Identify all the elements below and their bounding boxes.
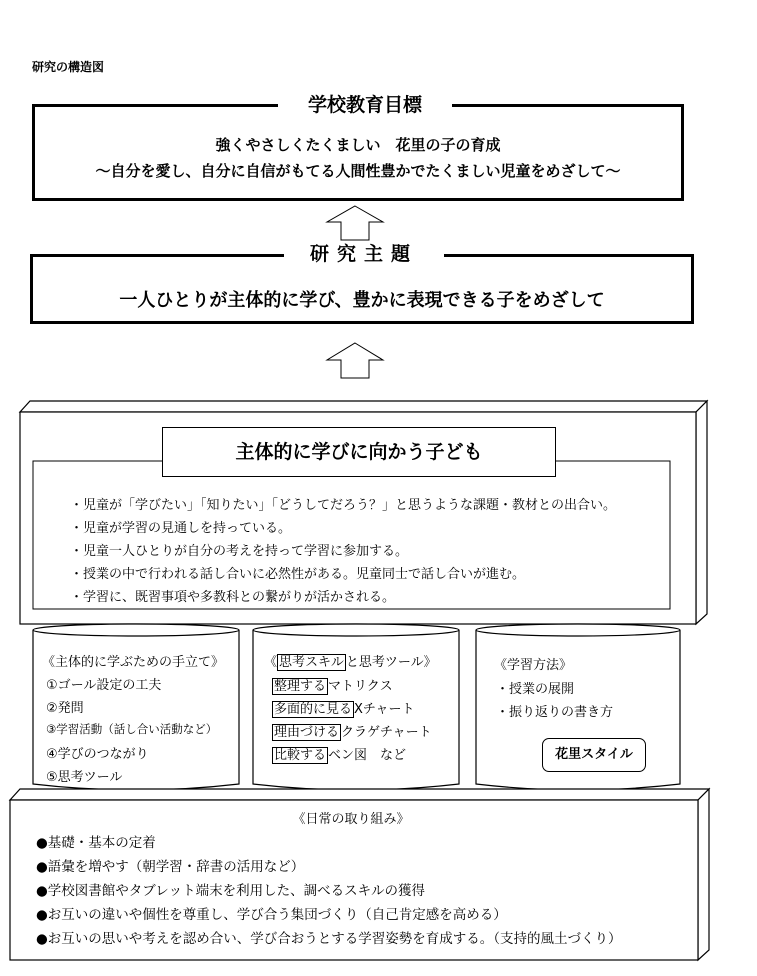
goal-line-1: 強くやさしくたくましい 花里の子の育成: [215, 136, 501, 154]
theme-title: 研究主題: [284, 241, 444, 267]
goal-line-2: ～自分を愛し、自分に自信がもてる人間性豊かでたくましい児童をめざして～: [95, 162, 621, 180]
skill-label: 比較する: [274, 748, 327, 763]
aim-item: ・授業の中で行われる話し合いに必然性がある。児童同士で話し合いが進む。: [70, 567, 526, 582]
up-arrow-icon: [327, 343, 383, 378]
daily-item: ●語彙を増やす（朝学習・辞書の活用など）: [36, 859, 305, 875]
pillar2-title: [264, 651, 437, 670]
skill-row: [272, 698, 415, 717]
pillar2-title-boxed: 思考スキル: [279, 655, 344, 670]
aim-item: ・児童が「学びたい」「知りたい」「どうしてだろう？」と思うような課題・教材との出合い。: [70, 498, 617, 513]
block-side-face: [696, 401, 707, 624]
daily-item: ●お互いの違いや個性を尊重し、学び合う集団づくり（自己肯定感を高める）: [36, 907, 507, 923]
daily-item: ●基礎・基本の定着: [36, 835, 156, 851]
pillar2-title-post: と思考ツール》: [345, 655, 437, 670]
base-side-face: [698, 789, 709, 960]
aim-item: ・児童一人ひとりが自分の考えを持って学習に参加する。: [70, 544, 409, 559]
skill-row: [272, 721, 432, 740]
pillar3-title: 《学習方法》: [494, 658, 573, 673]
page-label: 研究の構造図: [32, 60, 105, 74]
pillar1-item: ⑤思考ツール: [46, 770, 123, 785]
skill-label: 理由づける: [274, 725, 340, 740]
daily-item: ●学校図書館やタブレット端末を利用した、調べるスキルの獲得: [36, 883, 425, 899]
skill-row: [272, 675, 393, 694]
tool-label: Xチャート: [354, 702, 415, 717]
base-top-face: [10, 789, 709, 800]
skill-row: [272, 744, 406, 763]
pillar1-title: 《主体的に学ぶための手立て》: [42, 655, 225, 670]
aim-item: ・児童が学習の見通しを持っている。: [70, 521, 292, 536]
tool-label: ベン図 など: [328, 748, 407, 763]
block-top-face: [20, 401, 707, 412]
pillar1-item: ①ゴール設定の工夫: [46, 678, 162, 693]
up-arrow-icon: [327, 206, 383, 240]
daily-title: 《日常の取り組み》: [292, 812, 410, 827]
aim-title: 主体的に学びに向かう子ども: [162, 427, 556, 477]
skill-label: 整理する: [274, 679, 327, 694]
goal-title: 学校教育目標: [278, 92, 452, 118]
pillar1-item: ②発問: [46, 701, 84, 716]
pillar2-title-pre: 《: [264, 655, 278, 670]
pillar1-item: ④学びのつながり: [46, 747, 149, 762]
pillar1-item: ③学習活動（話し合い活動など）: [46, 722, 218, 736]
pillar3-item: ・授業の展開: [496, 682, 575, 697]
skill-label: 多面的に見る: [274, 702, 353, 717]
theme-line-1: 一人ひとりが主体的に学び、豊かに表現できる子をめざして: [119, 290, 605, 311]
pillar3-item: ・振り返りの書き方: [496, 705, 614, 720]
tool-label: マトリクス: [328, 679, 393, 694]
aim-item: ・学習に、既習事項や多教科との繋がりが活かされる。: [70, 590, 396, 605]
tool-label: クラゲチャート: [341, 725, 432, 740]
hanazato-style-badge: 花里スタイル: [542, 738, 646, 772]
daily-item: ●お互いの思いや考えを認め合い、学び合おうとする学習姿勢を育成する。（支持的風土づくり）: [36, 931, 622, 947]
